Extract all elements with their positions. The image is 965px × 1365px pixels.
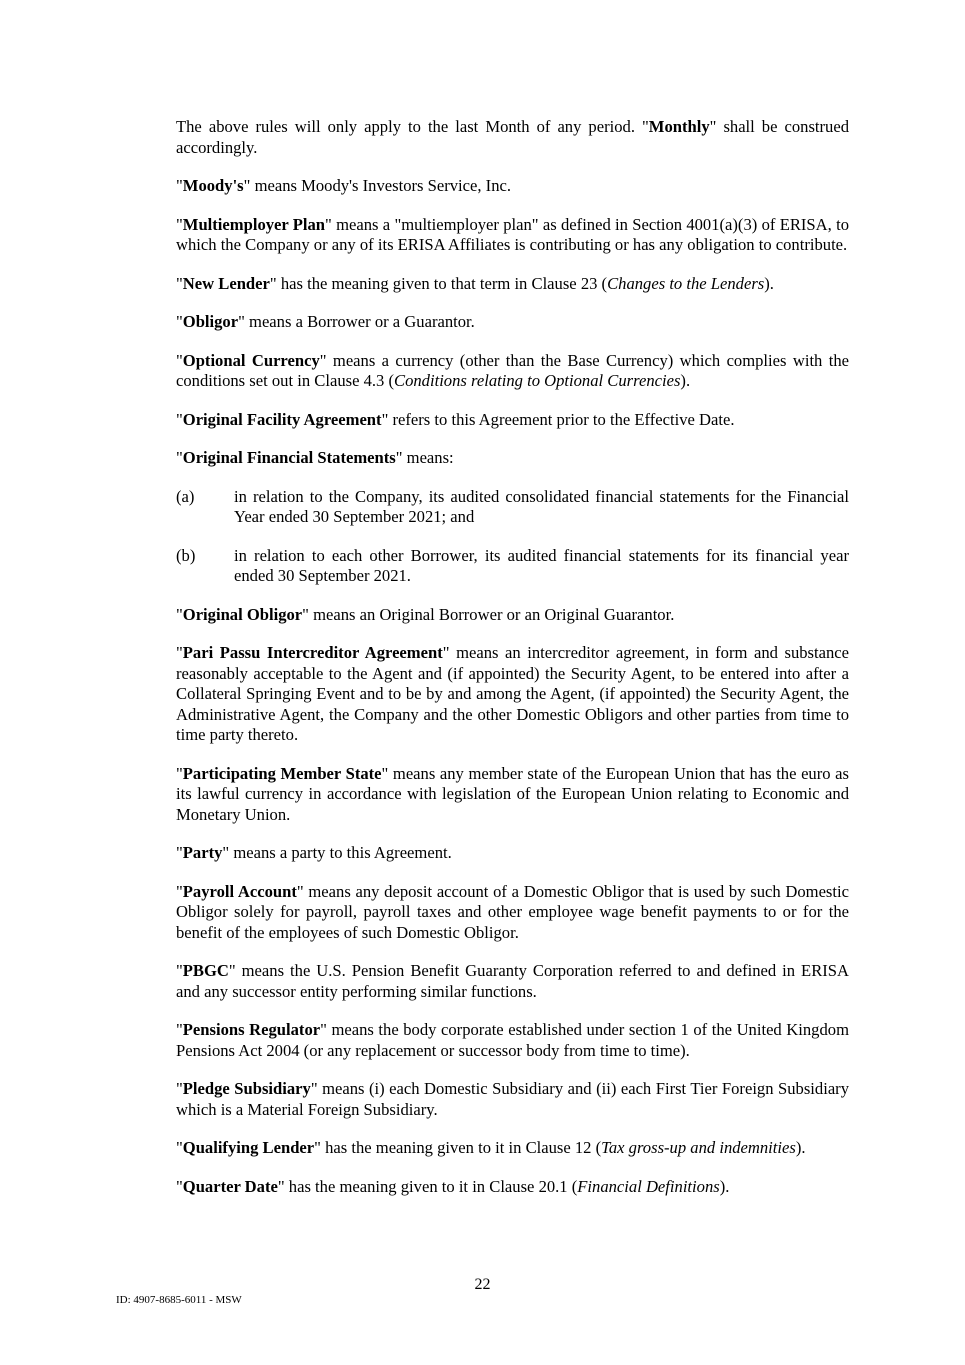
defined-term: Pensions Regulator — [182, 1020, 321, 1039]
defined-term: Qualifying Lender — [182, 1138, 315, 1157]
page-number: 22 — [474, 1276, 491, 1293]
defined-term: Pari Passu Intercreditor Agreement — [182, 643, 443, 662]
defined-term: Party — [182, 843, 223, 862]
document-id: ID: 4907-8685-6011 - MSW — [116, 1294, 242, 1306]
defined-term: Multiemployer Plan — [182, 214, 326, 234]
list-label: (a) — [176, 486, 195, 506]
clause-reference: Financial Definitions — [577, 1176, 720, 1196]
definition-pbgc: "PBGC" means the U.S. Pension Benefit Guaranty Corporation referred to and defined in ERISA and any successor entity performing similar functions. — [176, 961, 849, 1001]
definition-moodys: "Moody's" means Moody's Investors Service, Inc. — [176, 176, 512, 195]
definition-optional-currency: "Optional Currency" means a currency (other than the Base Currency) which complies with the conditions set out in Clause 4.3 (Conditions relating to Optional Currencies). — [176, 350, 849, 390]
clause-reference: Changes to the Lenders — [607, 273, 765, 293]
defined-term: Payroll Account — [182, 881, 297, 901]
defined-term: Pledge Subsidiary — [182, 1079, 311, 1098]
defined-term: Obligor — [182, 312, 239, 331]
defined-term: Original Facility Agreement — [182, 409, 382, 429]
definition-monthly: The above rules will only apply to the last Month of any period. "Monthly" shall be construed accordingly. — [176, 117, 850, 157]
defined-term: Moody's — [182, 176, 244, 195]
list-label: (b) — [176, 545, 196, 565]
clause-reference: Conditions relating to Optional Currencies — [394, 371, 681, 390]
definition-original-obligor: "Original Obligor" means an Original Borrower or an Original Guarantor. — [176, 604, 675, 624]
defined-term: New Lender — [182, 273, 270, 293]
defined-term: PBGC — [182, 961, 229, 980]
list-text: in relation to the Company, its audited consolidated financial statements for the Financial Year ended 30 September 2021; and — [234, 486, 849, 526]
definition-participating-member-state: "Participating Member State" means any member state of the European Union that has the euro as its lawful currency in accordance with legislation of the European Union relating to Economic and Monetary Union. — [176, 763, 849, 824]
defined-term: Optional Currency — [182, 350, 320, 370]
list-item — [176, 546, 849, 587]
defined-term: Participating Member State — [182, 763, 382, 783]
definition-payroll-account: "Payroll Account" means any deposit account of a Domestic Obligor that is used by such Domestic Obligor solely for payroll, payroll taxes and other employee wage benefit payments to or for the benefit of the employees of such Domestic Obligor. — [176, 881, 849, 942]
defined-term: Monthly — [648, 117, 710, 136]
definition-new-lender: "New Lender" has the meaning given to that term in Clause 23 (Changes to the Lenders). — [176, 273, 774, 293]
defined-term: Original Financial Statements — [182, 448, 396, 467]
definition-quarter-date: "Quarter Date" has the meaning given to it in Clause 20.1 (Financial Definitions). — [176, 1176, 730, 1196]
clause-reference: Tax gross-up and indemnities — [601, 1138, 796, 1157]
definition-pensions-regulator: "Pensions Regulator" means the body corporate established under section 1 of the United Kingdom Pensions Act 2004 (or any replacement or successor body from time to time). — [176, 1020, 849, 1060]
definition-obligor: "Obligor" means a Borrower or a Guarantor. — [176, 312, 475, 331]
defined-term: Original Obligor — [182, 604, 303, 624]
list-item — [176, 487, 849, 528]
definition-qualifying-lender: "Qualifying Lender" has the meaning given to it in Clause 12 (Tax gross-up and indemnities). — [176, 1138, 806, 1157]
defined-term: Quarter Date — [182, 1176, 278, 1196]
list-text: in relation to each other Borrower, its audited financial statements for its financial year ended 30 September 2021. — [234, 545, 849, 585]
definition-multiemployer-plan: "Multiemployer Plan" means a "multiemployer plan" as defined in Section 4001(a)(3) of ERISA, to which the Company or any of its ERISA Affiliates is contributing or has any obligation to contribute. — [176, 214, 849, 254]
definition-original-financial-statements: "Original Financial Statements" means: — [176, 448, 454, 467]
definition-original-facility-agreement: "Original Facility Agreement" refers to this Agreement prior to the Effective Date. — [176, 409, 735, 429]
definition-pledge-subsidiary: "Pledge Subsidiary" means (i) each Domestic Subsidiary and (ii) each First Tier Foreign Subsidiary which is a Material Foreign Subsidiary. — [176, 1079, 850, 1119]
definition-pari-passu-intercreditor-agreement: "Pari Passu Intercreditor Agreement" means an intercreditor agreement, in form and substance reasonably acceptable to the Agent and (if appointed) the Security Agent, to be entered into after a Collateral Springing Event and to be by and among the Agent, (if appointed) the Security Agent, the Administrative Agent, the Company and the other Domestic Obligors and other parties from time to time party thereto. — [176, 643, 850, 744]
definition-party: "Party" means a party to this Agreement. — [176, 843, 452, 862]
document-body — [176, 117, 849, 1215]
